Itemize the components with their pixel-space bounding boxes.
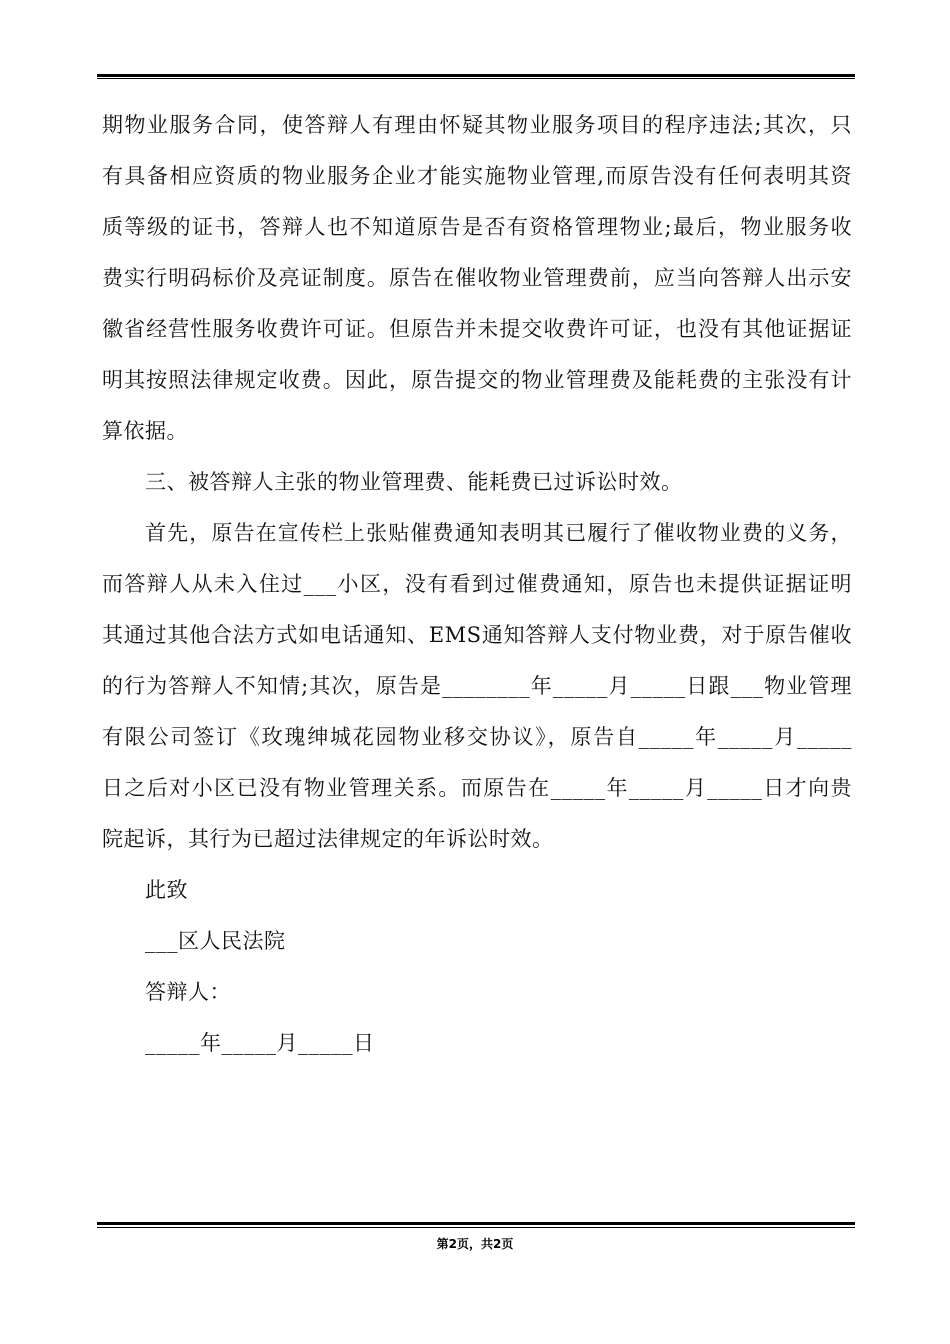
respondent-label: 答辩人： [145, 980, 231, 1004]
paragraph-1-line: 质等级的证书，答辩人也不知道原告是否有资格管理物业;最后，物业服务收 [102, 215, 852, 239]
paragraph-1-line: 有具备相应资质的物业服务企业才能实施物业管理,而原告没有任何表明其资 [102, 164, 852, 188]
paragraph-2-line: 有限公司签订《玫瑰绅城花园物业移交协议》，原告自_____年_____月_____ [102, 725, 852, 749]
paragraph-2-line: 院起诉，其行为已超过法律规定的年诉讼时效。 [102, 827, 554, 851]
section-heading-3: 三、被答辩人主张的物业管理费、能耗费已过诉讼时效。 [145, 470, 683, 494]
paragraph-2-line: 首先，原告在宣传栏上张贴催费通知表明其已履行了催收物业费的义务， [145, 521, 852, 545]
paragraph-2-line: 的行为答辩人不知情;其次，原告是________年_____月_____日跟___物业管理 [102, 674, 852, 698]
paragraph-1-line: 期物业服务合同，使答辩人有理由怀疑其物业服务项目的程序违法;其次，只 [102, 113, 852, 137]
court-name: ___区人民法院 [145, 929, 286, 953]
paragraph-2-line: 日之后对小区已没有物业管理关系。而原告在_____年_____月_____日才向贵 [102, 776, 852, 800]
paragraph-2-line: 而答辩人从未入住过___小区，没有看到过催费通知，原告也未提供证据证明 [102, 572, 852, 596]
salutation: 此致 [145, 878, 188, 902]
footer-rule [97, 1222, 855, 1228]
page-number: 第2页，共2页 [436, 1237, 514, 1251]
paragraph-2-line: 其通过其他合法方式如电话通知、EMS通知答辩人支付物业费，对于原告催收 [102, 623, 852, 647]
paragraph-1-line: 徽省经营性服务收费许可证。但原告并未提交收费许可证，也没有其他证据证 [102, 317, 852, 341]
signature-date: _____年_____月_____日 [145, 1031, 375, 1055]
paragraph-1-line: 算依据。 [102, 419, 188, 443]
paragraph-1-line: 费实行明码标价及亮证制度。原告在催收物业管理费前，应当向答辩人出示安 [102, 266, 852, 290]
document-body [102, 100, 852, 1069]
paragraph-1-line: 明其按照法律规定收费。因此，原告提交的物业管理费及能耗费的主张没有计 [102, 368, 852, 392]
header-rule [97, 74, 855, 79]
